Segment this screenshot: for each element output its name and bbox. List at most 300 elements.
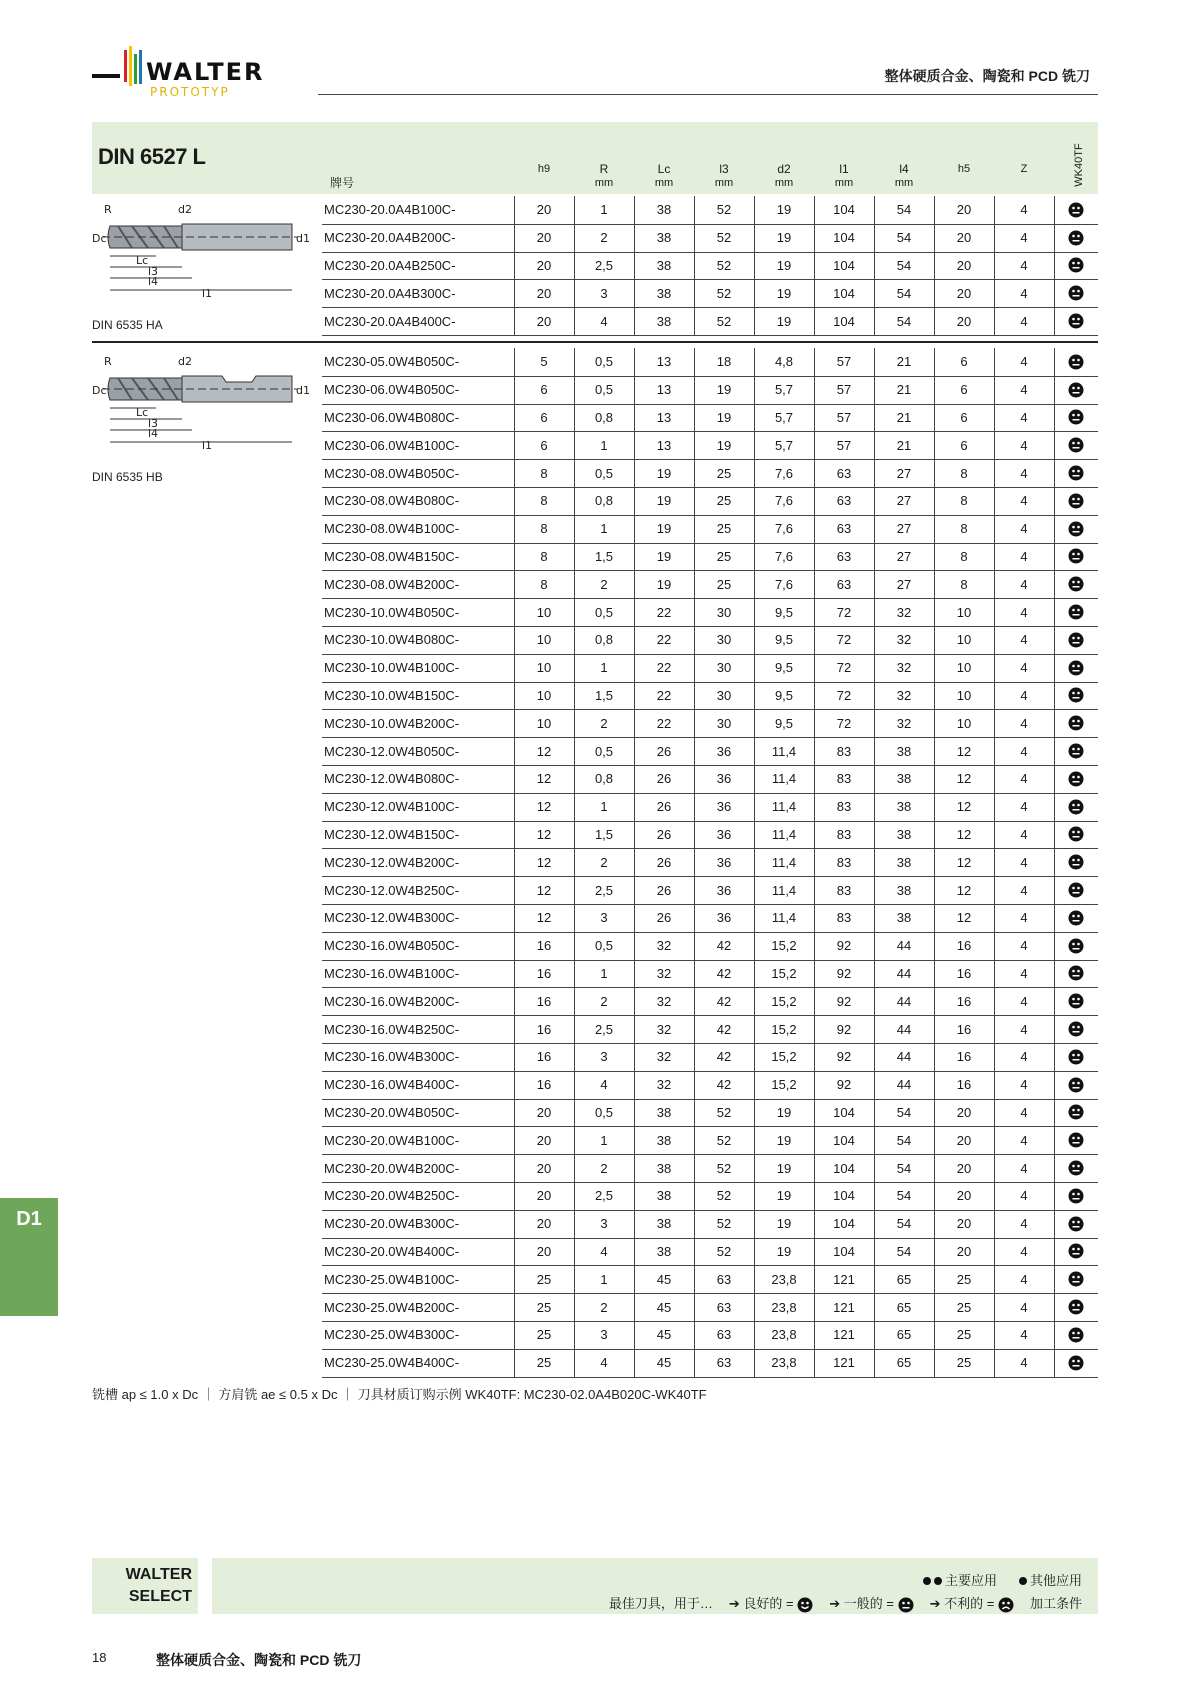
table-cell: 4: [1020, 826, 1028, 842]
table-cell: 1: [600, 965, 608, 981]
neutral-face-icon: [898, 1597, 914, 1613]
table-cell: 16: [956, 1077, 972, 1093]
table-cell: 10: [536, 715, 552, 731]
table-cell: 12: [536, 910, 552, 926]
table-cell: 19: [776, 202, 792, 218]
neutral-face-icon: [1068, 576, 1084, 592]
table-cell: 7,6: [774, 548, 794, 564]
table-cell: 4: [1020, 799, 1028, 815]
table-cell: 36: [716, 826, 732, 842]
neutral-face-icon: [1068, 882, 1084, 898]
select-brand-line2: SELECT: [128, 1588, 192, 1605]
table-cell: 42: [716, 1077, 732, 1093]
neutral-face-icon: [1068, 548, 1084, 564]
table-cell: 16: [956, 938, 972, 954]
table-cell: 30: [716, 604, 732, 620]
table-cell: 36: [716, 771, 732, 787]
section-tab: D1: [0, 1198, 58, 1316]
table-cell: 83: [836, 799, 852, 815]
legend-conditions-label: 加工条件: [1029, 1596, 1082, 1612]
product-code: MC230-08.0W4B080C-: [324, 493, 460, 509]
table-cell: 92: [836, 965, 852, 981]
neutral-face-icon: [1068, 257, 1084, 273]
table-cell: 16: [536, 1077, 552, 1093]
table-cell: 25: [716, 493, 732, 509]
table-cell: 4: [1020, 938, 1028, 954]
neutral-face-icon: [1068, 1160, 1084, 1176]
neutral-face-icon: [1068, 493, 1084, 509]
table-cell: 38: [656, 1160, 672, 1176]
table-cell: 42: [716, 993, 732, 1009]
product-code: MC230-10.0W4B200C-: [324, 715, 460, 731]
table-cell: 4: [1020, 965, 1028, 981]
table-cell: 4: [1020, 548, 1028, 564]
table-cell: 9,5: [774, 715, 794, 731]
legend-bad: ➔ 不利的 =: [930, 1593, 1014, 1613]
table-row: [322, 821, 1098, 850]
table-cell: 65: [896, 1355, 912, 1371]
table-cell: 20: [956, 285, 972, 301]
table-cell: 1: [600, 1271, 608, 1287]
table-row: [322, 376, 1098, 405]
rating-cell: [1054, 459, 1098, 487]
table-row: [322, 196, 1098, 225]
table-cell: 54: [896, 1243, 912, 1259]
neutral-face-icon: [1068, 1188, 1084, 1204]
table-cell: 20: [536, 1243, 552, 1259]
table-cell: 20: [956, 1132, 972, 1148]
table-cell: 25: [716, 548, 732, 564]
table-cell: 11,4: [771, 910, 797, 926]
table-cell: 36: [716, 743, 732, 759]
table-cell: 12: [536, 882, 552, 898]
table-cell: 15,2: [771, 965, 797, 981]
table-cell: 52: [716, 202, 732, 218]
table-cell: 12: [536, 799, 552, 815]
table-cell: 4: [1020, 202, 1028, 218]
product-code: MC230-12.0W4B150C-: [324, 826, 460, 842]
table-row: [322, 348, 1098, 377]
rating-cell: [1054, 709, 1098, 737]
table-cell: 10: [536, 632, 552, 648]
table-cell: 65: [896, 1327, 912, 1343]
table-cell: 25: [716, 465, 732, 481]
svg-text:d2: d2: [178, 203, 192, 216]
table-cell: 15,2: [771, 1049, 797, 1065]
table-cell: 104: [833, 257, 855, 273]
table-cell: 65: [896, 1299, 912, 1315]
table-cell: 13: [656, 437, 672, 453]
table-cell: 6: [540, 437, 548, 453]
table-row: [322, 1099, 1098, 1128]
table-cell: 27: [896, 521, 912, 537]
table-cell: 0,8: [594, 409, 614, 425]
table-cell: 16: [536, 1021, 552, 1037]
col-header-r: R mm: [594, 162, 614, 189]
table-cell: 4: [1020, 1271, 1028, 1287]
table-cell: 4: [1020, 1104, 1028, 1120]
table-cell: 22: [656, 660, 672, 676]
table-cell: 63: [716, 1271, 732, 1287]
table-cell: 26: [656, 799, 672, 815]
table-cell: 20: [536, 1132, 552, 1148]
neutral-face-icon: [1068, 687, 1084, 703]
table-row: [322, 431, 1098, 460]
tool-drawing-ha: [92, 200, 310, 300]
table-cell: 72: [836, 604, 852, 620]
table-cell: 44: [896, 1077, 912, 1093]
table-cell: 9,5: [774, 687, 794, 703]
table-cell: 4: [1020, 660, 1028, 676]
table-cell: 19: [776, 230, 792, 246]
select-brand-line1: WALTER: [125, 1566, 192, 1583]
table-cell: 32: [896, 660, 912, 676]
product-code: MC230-10.0W4B050C-: [324, 604, 460, 620]
table-cell: 2: [600, 854, 608, 870]
table-cell: 4: [1020, 1077, 1028, 1093]
header-title: 整体硬质合金、陶瓷和 PCD 铣刀: [884, 68, 1090, 84]
table-cell: 1,5: [594, 687, 614, 703]
table-cell: 12: [956, 799, 972, 815]
table-cell: 20: [536, 1160, 552, 1176]
table-row: [322, 848, 1098, 877]
col-header-d2: d2 mm: [774, 162, 794, 189]
table-row: [322, 252, 1098, 281]
table-cell: 32: [656, 938, 672, 954]
table-cell: 7,6: [774, 493, 794, 509]
table-cell: 104: [833, 1188, 855, 1204]
neutral-face-icon: [1068, 354, 1084, 370]
rating-cell: [1054, 987, 1098, 1015]
svg-text:d1: d1: [296, 232, 310, 245]
table-cell: 121: [833, 1327, 855, 1343]
table-cell: 11,4: [771, 771, 797, 787]
product-code: MC230-20.0W4B200C-: [324, 1160, 460, 1176]
table-cell: 42: [716, 965, 732, 981]
table-cell: 16: [956, 965, 972, 981]
walter-prototyp-logo: [92, 44, 302, 100]
table-row: [322, 1154, 1098, 1183]
table-row: [322, 626, 1098, 655]
table-cell: 20: [536, 202, 552, 218]
neutral-face-icon: [1068, 743, 1084, 759]
table-cell: 19: [776, 1216, 792, 1232]
table-cell: 20: [956, 202, 972, 218]
table-cell: 54: [896, 230, 912, 246]
table-cell: 8: [540, 576, 548, 592]
product-code: MC230-10.0W4B150C-: [324, 687, 460, 703]
table-cell: 65: [896, 1271, 912, 1287]
table-cell: 7,6: [774, 521, 794, 537]
table-cell: 26: [656, 743, 672, 759]
rating-cell: [1054, 932, 1098, 960]
table-cell: 5,7: [774, 382, 794, 398]
table-cell: 25: [716, 521, 732, 537]
table-cell: 4: [1020, 993, 1028, 1009]
table-cell: 25: [536, 1327, 552, 1343]
table-row: [322, 987, 1098, 1016]
legend-other-use: 其他应用: [1019, 1570, 1082, 1589]
neutral-face-icon: [1068, 230, 1084, 246]
svg-text:Lc: Lc: [136, 406, 149, 419]
table-cell: 0,5: [594, 465, 614, 481]
rating-cell: [1054, 626, 1098, 654]
table-cell: 8: [960, 576, 968, 592]
table-cell: 44: [896, 965, 912, 981]
table-cell: 8: [960, 465, 968, 481]
table-cell: 63: [716, 1327, 732, 1343]
table-row: [322, 682, 1098, 711]
product-code: MC230-16.0W4B300C-: [324, 1049, 460, 1065]
table-cell: 45: [656, 1299, 672, 1315]
table-cell: 6: [960, 409, 968, 425]
table-cell: 4: [1020, 1021, 1028, 1037]
svg-text:l4: l4: [148, 275, 159, 288]
neutral-face-icon: [1068, 1355, 1084, 1371]
product-code: MC230-20.0A4B250C-: [324, 257, 456, 273]
table-cell: 10: [536, 604, 552, 620]
table-cell: 4: [1020, 743, 1028, 759]
product-code: MC230-12.0W4B300C-: [324, 910, 460, 926]
table-cell: 2: [600, 1299, 608, 1315]
table-cell: 104: [833, 1160, 855, 1176]
table-cell: 0,5: [594, 938, 614, 954]
table-cell: 121: [833, 1355, 855, 1371]
table-cell: 32: [656, 1049, 672, 1065]
rating-cell: [1054, 960, 1098, 988]
table-cell: 52: [716, 1188, 732, 1204]
table-cell: 4: [1020, 521, 1028, 537]
table-cell: 52: [716, 1216, 732, 1232]
table-cell: 1: [600, 660, 608, 676]
table-cell: 72: [836, 660, 852, 676]
table-cell: 54: [896, 285, 912, 301]
table-row: [322, 543, 1098, 572]
neutral-face-icon: [1068, 1049, 1084, 1065]
neutral-face-icon: [1068, 409, 1084, 425]
table-cell: 19: [656, 493, 672, 509]
table-cell: 38: [656, 1104, 672, 1120]
svg-text:R: R: [104, 355, 112, 368]
table-cell: 10: [956, 715, 972, 731]
product-code: MC230-16.0W4B250C-: [324, 1021, 460, 1037]
table-cell: 63: [716, 1355, 732, 1371]
table-cell: 11,4: [771, 882, 797, 898]
rating-cell: [1054, 654, 1098, 682]
header-rule: [318, 94, 1098, 95]
rating-cell: [1054, 793, 1098, 821]
sub-norm-ha: DIN 6535 HA: [92, 318, 163, 332]
table-cell: 42: [716, 1049, 732, 1065]
table-cell: 26: [656, 854, 672, 870]
table-cell: 4: [1020, 382, 1028, 398]
table-cell: 23,8: [771, 1271, 797, 1287]
table-cell: 63: [836, 576, 852, 592]
table-cell: 4: [1020, 910, 1028, 926]
table-cell: 57: [836, 354, 852, 370]
rating-cell: [1054, 376, 1098, 404]
table-cell: 32: [896, 687, 912, 703]
table-cell: 5,7: [774, 409, 794, 425]
table-cell: 44: [896, 1021, 912, 1037]
table-cell: 1: [600, 202, 608, 218]
table-cell: 38: [656, 1216, 672, 1232]
col-header-lc: Lc mm: [654, 162, 674, 189]
neutral-face-icon: [1068, 1021, 1084, 1037]
table-cell: 54: [896, 1104, 912, 1120]
table-cell: 19: [716, 437, 732, 453]
table-cell: 4: [1020, 854, 1028, 870]
table-cell: 20: [956, 1104, 972, 1120]
table-cell: 27: [896, 548, 912, 564]
table-cell: 19: [776, 257, 792, 273]
product-code: MC230-25.0W4B100C-: [324, 1271, 460, 1287]
neutral-face-icon: [1068, 1299, 1084, 1315]
table-cell: 9,5: [774, 660, 794, 676]
table-cell: 2,5: [594, 882, 614, 898]
table-row: [322, 654, 1098, 683]
table-cell: 0,5: [594, 604, 614, 620]
table-cell: 4: [1020, 493, 1028, 509]
table-cell: 2: [600, 715, 608, 731]
table-row: [322, 1210, 1098, 1239]
table-cell: 0,8: [594, 771, 614, 787]
product-code: MC230-10.0W4B080C-: [324, 632, 460, 648]
table-cell: 16: [956, 1049, 972, 1065]
table-cell: 44: [896, 938, 912, 954]
table-cell: 3: [600, 1327, 608, 1343]
table-row: [322, 224, 1098, 253]
table-cell: 38: [896, 910, 912, 926]
neutral-face-icon: [1068, 521, 1084, 537]
product-code: MC230-20.0W4B100C-: [324, 1132, 460, 1148]
rating-cell: [1054, 1071, 1098, 1099]
product-code: MC230-20.0W4B300C-: [324, 1216, 460, 1232]
table-cell: 104: [833, 285, 855, 301]
table-cell: 8: [540, 493, 548, 509]
table-cell: 54: [896, 1160, 912, 1176]
table-cell: 54: [896, 313, 912, 329]
legend-best-tool: 最佳刀具，用于…: [608, 1596, 713, 1612]
table-cell: 4: [1020, 230, 1028, 246]
neutral-face-icon: [1068, 854, 1084, 870]
rating-cell: [1054, 404, 1098, 432]
table-cell: 52: [716, 257, 732, 273]
table-cell: 44: [896, 993, 912, 1009]
table-cell: 25: [536, 1299, 552, 1315]
table-cell: 7,6: [774, 576, 794, 592]
table-cell: 104: [833, 1132, 855, 1148]
table-cell: 1: [600, 521, 608, 537]
neutral-face-icon: [1068, 202, 1084, 218]
table-cell: 16: [956, 1021, 972, 1037]
table-cell: 4: [1020, 1049, 1028, 1065]
product-code: MC230-12.0W4B250C-: [324, 882, 460, 898]
table-cell: 23,8: [771, 1327, 797, 1343]
table-cell: 4: [1020, 771, 1028, 787]
table-cell: 18: [716, 354, 732, 370]
table-cell: 42: [716, 938, 732, 954]
table-cell: 8: [540, 465, 548, 481]
table-cell: 52: [716, 1132, 732, 1148]
table-cell: 19: [776, 313, 792, 329]
product-code: MC230-20.0A4B300C-: [324, 285, 456, 301]
norm-title: DIN 6527 L: [98, 144, 206, 169]
table-cell: 20: [536, 1188, 552, 1204]
table-cell: 45: [656, 1271, 672, 1287]
neutral-face-icon: [1068, 632, 1084, 648]
logo-sub-brand: PROTOTYP: [150, 85, 230, 99]
table-cell: 27: [896, 493, 912, 509]
table-cell: 104: [833, 202, 855, 218]
product-code: MC230-06.0W4B080C-: [324, 409, 460, 425]
rating-cell: [1054, 1293, 1098, 1321]
table-cell: 4: [1020, 1327, 1028, 1343]
legend-good: ➔ 良好的 =: [729, 1593, 813, 1613]
table-cell: 54: [896, 1188, 912, 1204]
table-cell: 52: [716, 1160, 732, 1176]
product-code: MC230-12.0W4B050C-: [324, 743, 460, 759]
product-code: MC230-05.0W4B050C-: [324, 354, 460, 370]
table-cell: 32: [896, 632, 912, 648]
table-cell: 30: [716, 632, 732, 648]
table-cell: 12: [956, 771, 972, 787]
table-cell: 4: [1020, 1355, 1028, 1371]
product-code: MC230-16.0W4B200C-: [324, 993, 460, 1009]
table-cell: 104: [833, 230, 855, 246]
product-code: MC230-25.0W4B200C-: [324, 1299, 460, 1315]
table-cell: 11,4: [771, 799, 797, 815]
neutral-face-icon: [1068, 313, 1084, 329]
rating-cell: [1054, 570, 1098, 598]
rating-cell: [1054, 487, 1098, 515]
table-cell: 4: [1020, 1132, 1028, 1148]
table-cell: 8: [960, 493, 968, 509]
rating-cell: [1054, 1349, 1098, 1377]
table-cell: 2,5: [594, 1188, 614, 1204]
table-cell: 19: [716, 382, 732, 398]
neutral-face-icon: [1068, 1132, 1084, 1148]
table-cell: 19: [776, 1160, 792, 1176]
table-cell: 22: [656, 632, 672, 648]
table-row: [322, 876, 1098, 905]
product-code: MC230-20.0A4B200C-: [324, 230, 456, 246]
table-cell: 8: [960, 521, 968, 537]
table-cell: 1: [600, 799, 608, 815]
rating-cell: [1054, 279, 1098, 307]
neutral-face-icon: [1068, 965, 1084, 981]
table-cell: 4: [1020, 632, 1028, 648]
rating-cell: [1054, 307, 1098, 335]
svg-text:Dc: Dc: [92, 232, 107, 245]
table-cell: 7,6: [774, 465, 794, 481]
rating-cell: [1054, 543, 1098, 571]
table-cell: 19: [776, 1188, 792, 1204]
table-cell: 2: [600, 576, 608, 592]
product-code: MC230-25.0W4B300C-: [324, 1327, 460, 1343]
table-cell: 20: [536, 257, 552, 273]
table-cell: 38: [656, 202, 672, 218]
table-cell: 10: [536, 660, 552, 676]
table-cell: 4: [1020, 687, 1028, 703]
table-cell: 12: [956, 910, 972, 926]
table-cell: 83: [836, 854, 852, 870]
svg-text:d1: d1: [296, 384, 310, 397]
table-cell: 52: [716, 230, 732, 246]
table-row: [322, 570, 1098, 599]
table-cell: 19: [656, 576, 672, 592]
neutral-face-icon: [1068, 1077, 1084, 1093]
